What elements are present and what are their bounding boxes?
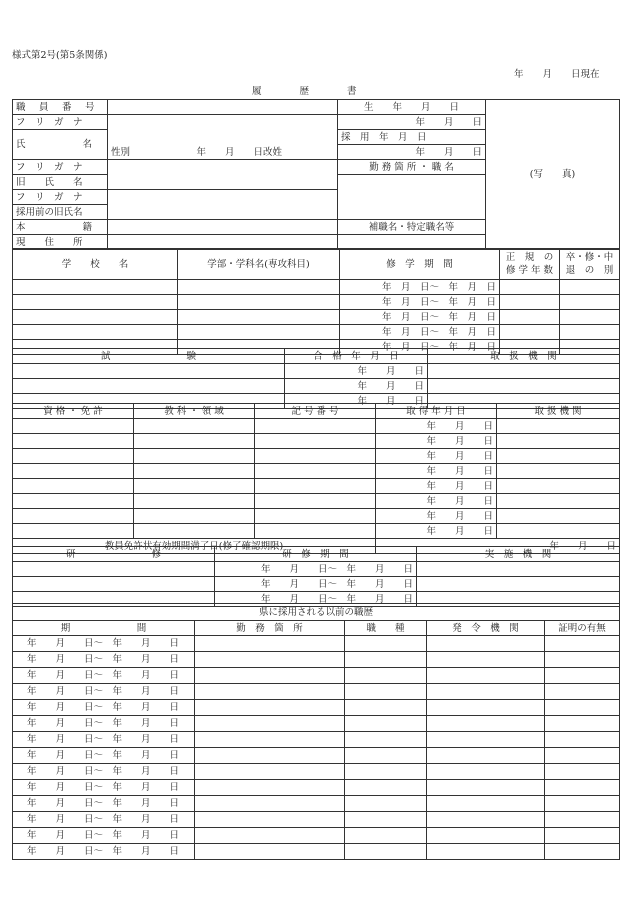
pass-date-cell[interactable]: 年 月 日 [285, 379, 428, 394]
subject-area-cell[interactable] [134, 464, 255, 479]
workplace-title-field[interactable] [338, 175, 486, 220]
job-type-cell[interactable] [345, 700, 427, 716]
regular-years-header [500, 249, 560, 280]
code-number-header: 記 号 番 号 [255, 404, 376, 419]
department-cell[interactable] [178, 280, 340, 295]
regular-years-cell[interactable] [500, 325, 560, 340]
license-cell[interactable] [13, 524, 134, 539]
certification-cell[interactable] [545, 812, 620, 828]
appointing-body-cell[interactable] [427, 732, 545, 748]
license-header: 資 格 ・ 免 許 [13, 404, 134, 419]
job-type-cell[interactable] [345, 812, 427, 828]
acquisition-date-cell[interactable]: 年 月 日 [376, 419, 497, 434]
career-workplace-cell[interactable] [195, 828, 345, 844]
career-workplace-cell[interactable] [195, 684, 345, 700]
exam-institution-cell[interactable] [428, 364, 620, 379]
acquisition-date-cell[interactable]: 年 月 日 [376, 494, 497, 509]
career-period-cell[interactable]: 年 月 日～ 年 月 日 [13, 652, 195, 668]
code-number-cell[interactable] [255, 419, 376, 434]
license-institution-cell[interactable] [497, 509, 620, 524]
regular-years-cell[interactable] [500, 295, 560, 310]
training-table [12, 546, 620, 607]
certification-cell[interactable] [545, 700, 620, 716]
name-label: 氏 名 [13, 130, 108, 160]
career-period-cell[interactable]: 年 月 日～ 年 月 日 [13, 812, 195, 828]
gender-change-label: 性別 年 月 日改姓 [111, 147, 283, 158]
career-workplace-cell[interactable] [195, 812, 345, 828]
graduation-status-cell[interactable] [560, 325, 620, 340]
table-row [13, 652, 620, 668]
table-row [13, 844, 620, 860]
career-section-title: 県に採用される以前の職歴 [13, 604, 620, 621]
current-date-label: 年 月 日現在 [514, 69, 600, 80]
study-period-cell[interactable]: 年 月 日～ 年 月 日 [340, 325, 500, 340]
license-cell[interactable] [13, 479, 134, 494]
appointing-body-cell[interactable] [427, 748, 545, 764]
certification-cell[interactable] [545, 796, 620, 812]
appointing-body-cell[interactable] [427, 700, 545, 716]
exams-table [12, 348, 620, 409]
career-period-cell[interactable]: 年 月 日～ 年 月 日 [13, 748, 195, 764]
birth-date-label: 生 年 月 日 [338, 100, 486, 115]
table-row [13, 494, 620, 509]
job-type-cell[interactable] [345, 668, 427, 684]
exam-cell[interactable] [13, 364, 285, 379]
table-row [13, 748, 620, 764]
regular-years-cell[interactable] [500, 280, 560, 295]
training-institution-cell[interactable] [417, 562, 620, 577]
code-number-cell[interactable] [255, 494, 376, 509]
career-period-cell[interactable]: 年 月 日～ 年 月 日 [13, 844, 195, 860]
document-title: 履 歴 書 [252, 86, 357, 97]
table-row [13, 434, 620, 449]
code-number-cell[interactable] [255, 449, 376, 464]
training-period-cell[interactable]: 年 月 日～ 年 月 日 [215, 562, 417, 577]
table-row [13, 668, 620, 684]
regular-years-cell[interactable] [500, 310, 560, 325]
table-row [13, 732, 620, 748]
career-period-cell[interactable]: 年 月 日～ 年 月 日 [13, 668, 195, 684]
acquisition-date-cell[interactable]: 年 月 日 [376, 449, 497, 464]
table-row [13, 636, 620, 652]
old-name-field[interactable] [108, 160, 338, 190]
certification-cell[interactable] [545, 636, 620, 652]
subject-area-cell[interactable] [134, 434, 255, 449]
hire-date-value[interactable]: 年 月 日 [338, 145, 486, 160]
appointing-body-cell[interactable] [427, 844, 545, 860]
career-table [12, 603, 620, 860]
old-name-furigana-label: フ リ ガ ナ [13, 160, 108, 175]
certification-cell[interactable] [545, 844, 620, 860]
exam-institution-cell[interactable] [428, 379, 620, 394]
exam-institution-header: 取 扱 機 関 [428, 349, 620, 364]
career-workplace-header: 勤 務 箇 所 [195, 621, 345, 636]
graduation-status-header-line1: 卒・修・中 [565, 252, 614, 263]
form-reference: 様式第2号(第5条関係) [12, 50, 108, 61]
appointing-body-cell[interactable] [427, 828, 545, 844]
job-type-cell[interactable] [345, 764, 427, 780]
table-row [13, 464, 620, 479]
department-cell[interactable] [178, 295, 340, 310]
table-row [13, 280, 620, 295]
acquisition-date-cell[interactable]: 年 月 日 [376, 464, 497, 479]
license-expiry-label: 教員免許状有効期間満了日(修了確認期限) [13, 539, 376, 554]
table-row [13, 509, 620, 524]
exam-header: 試 験 [13, 349, 285, 364]
certification-cell[interactable] [545, 780, 620, 796]
appointing-body-cell[interactable] [427, 796, 545, 812]
career-workplace-cell[interactable] [195, 732, 345, 748]
certification-header: 証明の有無 [545, 621, 620, 636]
code-number-cell[interactable] [255, 434, 376, 449]
regular-years-header-line2: 修 学 年 数 [505, 265, 554, 276]
pre-hire-name-label: 採用前の旧氏名 [13, 205, 108, 220]
appointing-body-cell[interactable] [427, 812, 545, 828]
appointing-body-header: 発 令 機 関 [427, 621, 545, 636]
career-period-cell[interactable]: 年 月 日～ 年 月 日 [13, 764, 195, 780]
career-workplace-cell[interactable] [195, 636, 345, 652]
training-period-cell[interactable]: 年 月 日～ 年 月 日 [215, 592, 417, 607]
school-name-header: 学 校 名 [13, 249, 178, 280]
table-row [13, 764, 620, 780]
training-cell[interactable] [13, 562, 215, 577]
table-row [13, 449, 620, 464]
job-type-cell[interactable] [345, 748, 427, 764]
appointing-body-cell[interactable] [427, 764, 545, 780]
job-type-cell[interactable] [345, 780, 427, 796]
department-cell[interactable] [178, 310, 340, 325]
appointing-body-cell[interactable] [427, 668, 545, 684]
appointing-body-cell[interactable] [427, 636, 545, 652]
career-workplace-cell[interactable] [195, 844, 345, 860]
graduation-status-header-line2: 退 の 別 [565, 265, 614, 276]
acquisition-date-cell[interactable]: 年 月 日 [376, 434, 497, 449]
graduation-status-cell[interactable] [560, 295, 620, 310]
subject-area-header: 教 科 ・ 領 域 [134, 404, 255, 419]
school-name-cell[interactable] [13, 295, 178, 310]
acquisition-date-cell[interactable]: 年 月 日 [376, 479, 497, 494]
license-cell[interactable] [13, 509, 134, 524]
appointing-body-cell[interactable] [427, 716, 545, 732]
career-period-header: 期 間 [13, 621, 195, 636]
school-name-cell[interactable] [13, 280, 178, 295]
training-period-cell[interactable]: 年 月 日～ 年 月 日 [215, 577, 417, 592]
license-cell[interactable] [13, 449, 134, 464]
license-institution-cell[interactable] [497, 419, 620, 434]
career-period-cell[interactable]: 年 月 日～ 年 月 日 [13, 700, 195, 716]
licenses-table [12, 403, 620, 554]
subject-area-cell[interactable] [134, 479, 255, 494]
exam-cell[interactable] [13, 379, 285, 394]
career-workplace-cell[interactable] [195, 796, 345, 812]
subject-area-cell[interactable] [134, 509, 255, 524]
job-type-cell[interactable] [345, 716, 427, 732]
license-institution-cell[interactable] [497, 464, 620, 479]
table-row [13, 562, 620, 577]
regular-years-header-line1: 正 規 の [505, 252, 554, 263]
training-institution-cell[interactable] [417, 577, 620, 592]
study-period-cell[interactable]: 年 月 日～ 年 月 日 [340, 310, 500, 325]
career-workplace-cell[interactable] [195, 764, 345, 780]
job-type-cell[interactable] [345, 796, 427, 812]
domicile-label: 本 籍 [13, 220, 108, 235]
table-row [13, 812, 620, 828]
training-cell[interactable] [13, 577, 215, 592]
license-cell[interactable] [13, 464, 134, 479]
table-row [13, 796, 620, 812]
career-period-cell[interactable]: 年 月 日～ 年 月 日 [13, 636, 195, 652]
license-institution-cell[interactable] [497, 524, 620, 539]
license-institution-header: 取 扱 機 関 [497, 404, 620, 419]
code-number-cell[interactable] [255, 464, 376, 479]
subject-area-cell[interactable] [134, 524, 255, 539]
table-row [13, 700, 620, 716]
acquisition-date-cell[interactable]: 年 月 日 [376, 509, 497, 524]
career-workplace-cell[interactable] [195, 668, 345, 684]
license-institution-cell[interactable] [497, 479, 620, 494]
domicile-field[interactable] [108, 220, 338, 235]
table-row [13, 379, 620, 394]
table-row [13, 524, 620, 539]
certification-cell[interactable] [545, 716, 620, 732]
job-type-cell[interactable] [345, 684, 427, 700]
training-institution-header: 実 施 機 関 [417, 547, 620, 562]
study-period-cell[interactable]: 年 月 日～ 年 月 日 [340, 295, 500, 310]
career-period-cell[interactable]: 年 月 日～ 年 月 日 [13, 716, 195, 732]
study-period-cell[interactable]: 年 月 日～ 年 月 日 [340, 340, 500, 355]
photo-area [486, 100, 620, 250]
license-cell[interactable] [13, 494, 134, 509]
certification-cell[interactable] [545, 732, 620, 748]
table-row [13, 479, 620, 494]
table-row [13, 716, 620, 732]
table-row [13, 325, 620, 340]
job-type-cell[interactable] [345, 844, 427, 860]
career-period-cell[interactable]: 年 月 日～ 年 月 日 [13, 732, 195, 748]
appointing-body-cell[interactable] [427, 684, 545, 700]
department-cell[interactable] [178, 325, 340, 340]
school-name-cell[interactable] [13, 325, 178, 340]
certification-cell[interactable] [545, 668, 620, 684]
pass-date-cell[interactable]: 年 月 日 [285, 394, 428, 409]
certification-cell[interactable] [545, 684, 620, 700]
table-row [13, 419, 620, 434]
subject-area-cell[interactable] [134, 494, 255, 509]
career-period-cell[interactable]: 年 月 日～ 年 月 日 [13, 780, 195, 796]
table-row [13, 684, 620, 700]
code-number-cell[interactable] [255, 524, 376, 539]
staff-number-label: 職 員 番 号 [13, 100, 108, 115]
graduation-status-header [560, 249, 620, 280]
table-row [13, 780, 620, 796]
photo-label: (写 真) [529, 169, 576, 180]
license-cell[interactable] [13, 419, 134, 434]
subject-area-cell[interactable] [134, 449, 255, 464]
education-table [12, 248, 620, 355]
address-label: 現 住 所 [13, 235, 108, 250]
birth-date-value[interactable]: 年 月 日 [338, 115, 486, 130]
study-period-header: 修 学 期 間 [340, 249, 500, 280]
study-period-cell[interactable]: 年 月 日～ 年 月 日 [340, 280, 500, 295]
workplace-title-label: 勤 務 箇 所 ・ 職 名 [338, 160, 486, 175]
supplementary-title-label: 補職名・特定職名等 [338, 220, 486, 235]
graduation-status-cell[interactable] [560, 280, 620, 295]
code-number-cell[interactable] [255, 509, 376, 524]
training-period-header: 研 修 期 間 [215, 547, 417, 562]
job-type-cell[interactable] [345, 828, 427, 844]
certification-cell[interactable] [545, 764, 620, 780]
job-type-cell[interactable] [345, 732, 427, 748]
job-type-header: 職 種 [345, 621, 427, 636]
license-institution-cell[interactable] [497, 434, 620, 449]
appointing-body-cell[interactable] [427, 780, 545, 796]
license-expiry-value[interactable]: 年 月 日 [376, 539, 620, 554]
career-workplace-cell[interactable] [195, 700, 345, 716]
career-workplace-cell[interactable] [195, 652, 345, 668]
school-name-cell[interactable] [13, 310, 178, 325]
career-period-cell[interactable]: 年 月 日～ 年 月 日 [13, 796, 195, 812]
career-period-cell[interactable]: 年 月 日～ 年 月 日 [13, 684, 195, 700]
table-row [13, 828, 620, 844]
pre-hire-name-field[interactable] [108, 190, 338, 220]
certification-cell[interactable] [545, 748, 620, 764]
graduation-status-cell[interactable] [560, 310, 620, 325]
old-name-label: 旧 氏 名 [13, 175, 108, 190]
career-workplace-cell[interactable] [195, 748, 345, 764]
career-workplace-cell[interactable] [195, 780, 345, 796]
certification-cell[interactable] [545, 828, 620, 844]
name-field[interactable] [108, 115, 338, 160]
table-row [13, 310, 620, 325]
job-type-cell[interactable] [345, 652, 427, 668]
personal-info-table [12, 99, 620, 250]
career-workplace-cell[interactable] [195, 716, 345, 732]
table-row [13, 364, 620, 379]
pass-date-cell[interactable]: 年 月 日 [285, 364, 428, 379]
code-number-cell[interactable] [255, 479, 376, 494]
pass-date-header: 合 格 年 月 日 [285, 349, 428, 364]
subject-area-cell[interactable] [134, 419, 255, 434]
appointing-body-cell[interactable] [427, 652, 545, 668]
table-row [13, 577, 620, 592]
acquisition-date-header: 取 得 年 月 日 [376, 404, 497, 419]
furigana-label: フ リ ガ ナ [13, 115, 108, 130]
staff-number-field[interactable] [108, 100, 338, 115]
hire-date-label: 採 用 年 月 日 [338, 130, 486, 145]
department-header: 学部・学科名(専攻科目) [178, 249, 340, 280]
career-period-cell[interactable]: 年 月 日～ 年 月 日 [13, 828, 195, 844]
job-type-cell[interactable] [345, 636, 427, 652]
license-cell[interactable] [13, 434, 134, 449]
table-row [13, 295, 620, 310]
license-institution-cell[interactable] [497, 449, 620, 464]
license-institution-cell[interactable] [497, 494, 620, 509]
training-header: 研 修 [13, 547, 215, 562]
certification-cell[interactable] [545, 652, 620, 668]
pre-hire-furigana-label: フ リ ガ ナ [13, 190, 108, 205]
acquisition-date-cell[interactable]: 年 月 日 [376, 524, 497, 539]
